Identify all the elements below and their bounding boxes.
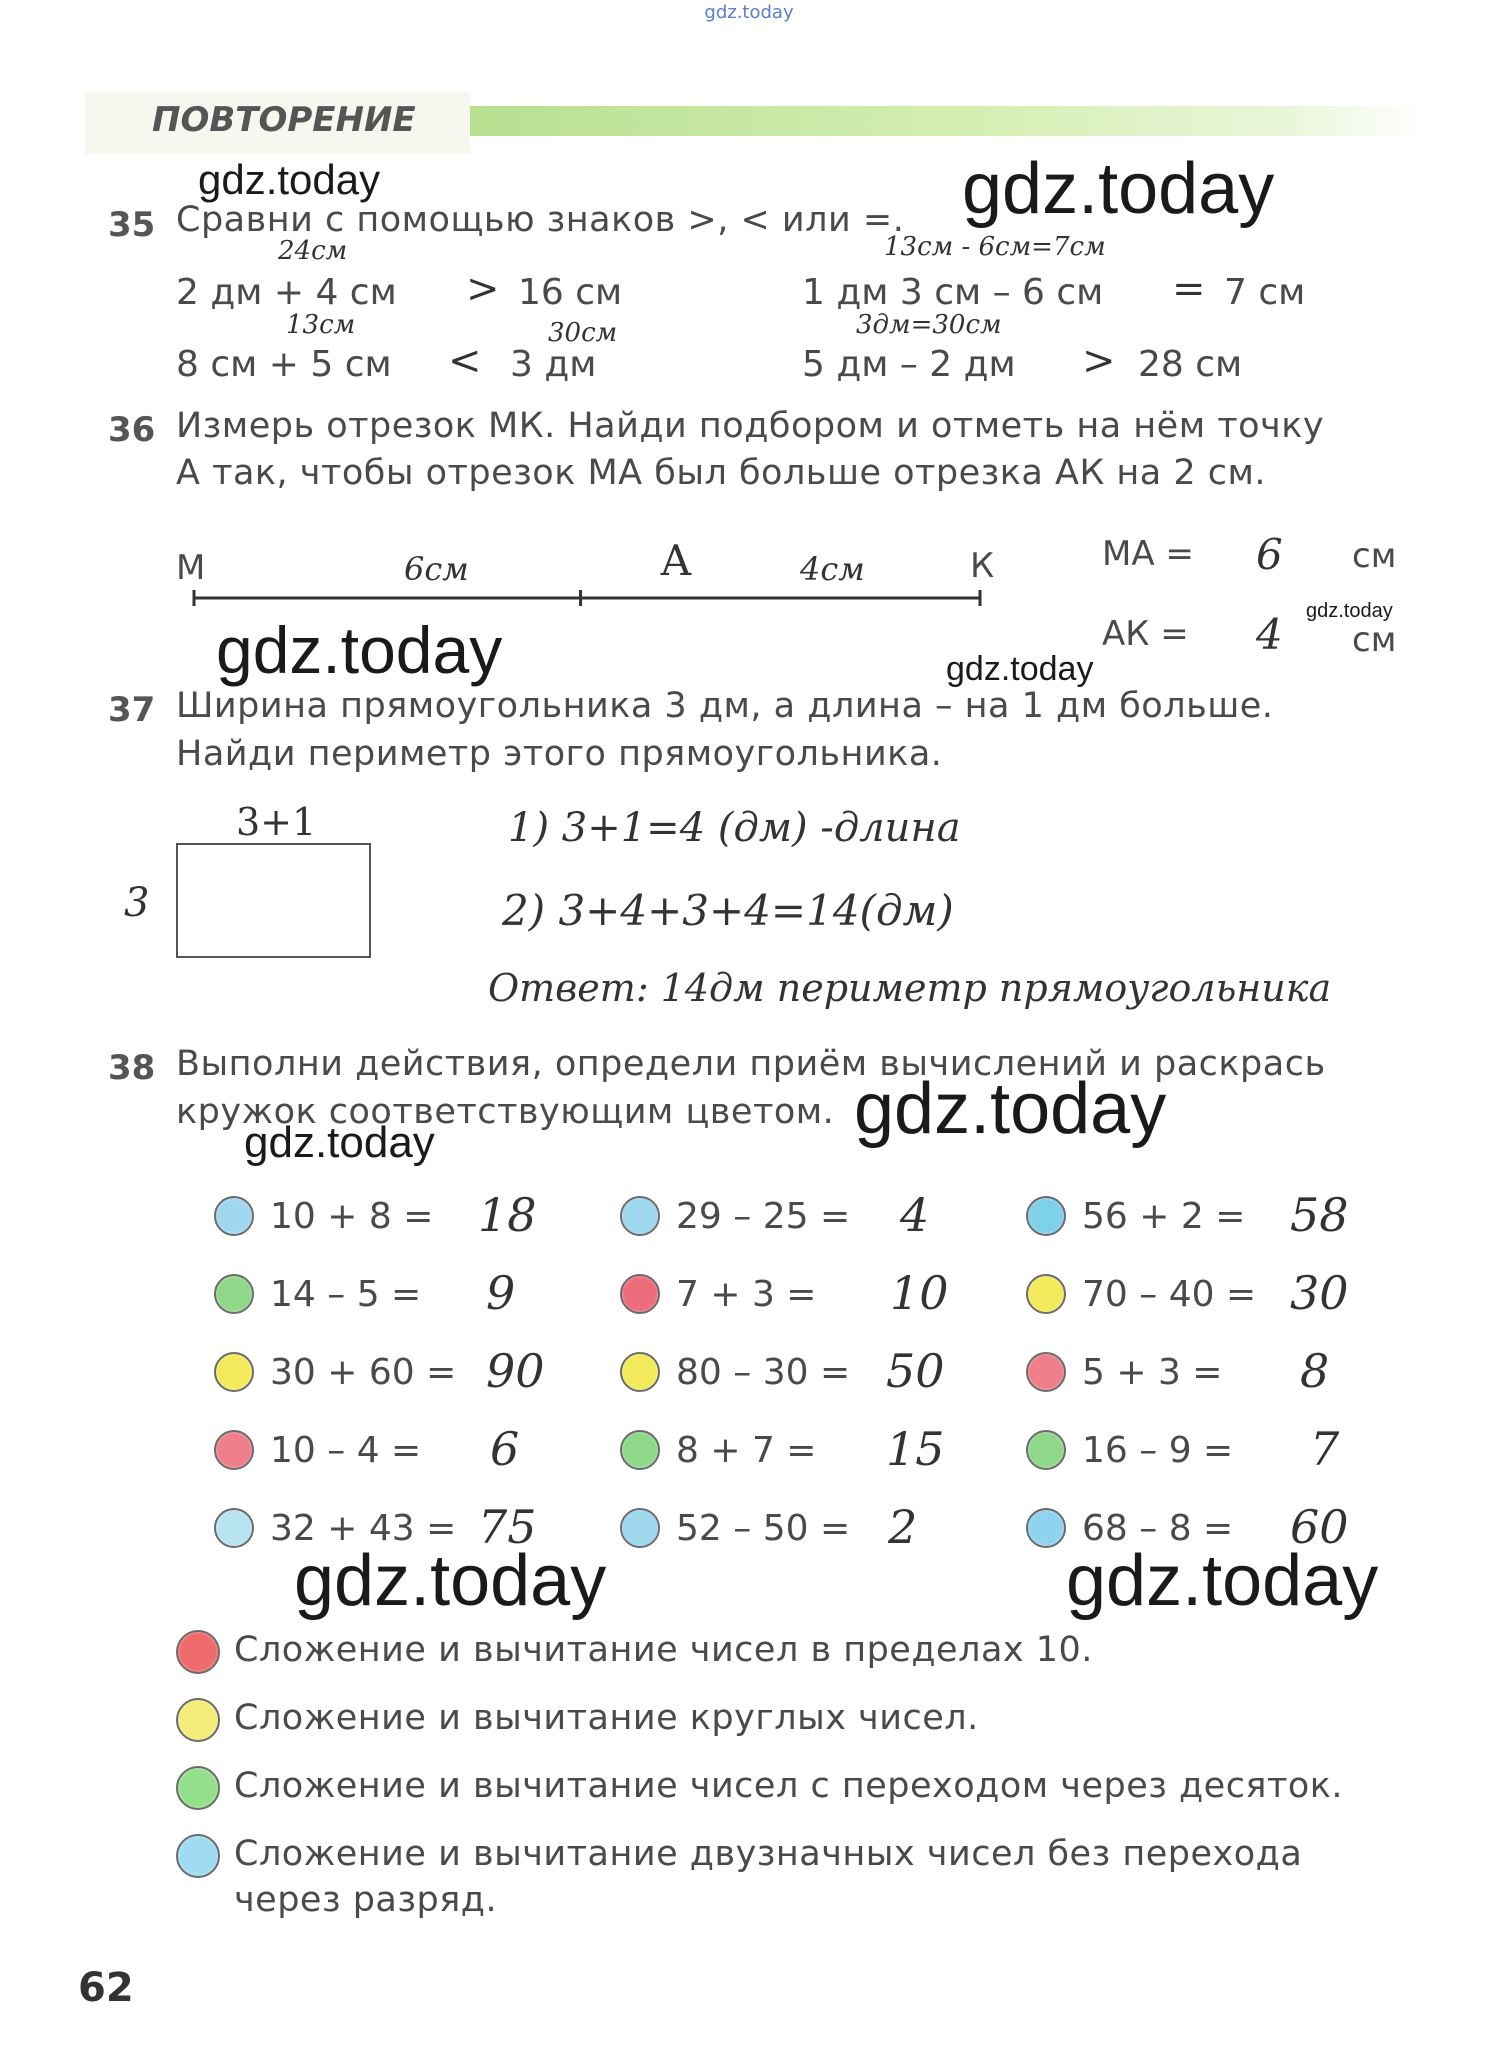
calc-expression: 10 – 4 = — [270, 1430, 422, 1471]
answer-circle[interactable] — [1026, 1274, 1066, 1314]
answer-circle[interactable] — [1026, 1352, 1066, 1392]
exercise-37-number: 37 — [108, 690, 156, 730]
ex35-note-4: 3дм=30см — [856, 310, 1002, 340]
point-k-label: К — [970, 546, 995, 586]
legend-text: Сложение и вычитание двузначных чисел без перехода — [234, 1834, 1303, 1874]
answer-circle[interactable] — [620, 1508, 660, 1548]
ma-unit: см — [1352, 536, 1397, 576]
ex35-sign-2: = — [1172, 266, 1206, 312]
page-number: 62 — [78, 1965, 134, 2011]
exercise-38-line2: кружок соответствующим цветом. — [176, 1092, 835, 1132]
ma-value: 6 — [1256, 530, 1283, 579]
watermark: gdz.today — [854, 1069, 1167, 1149]
watermark: gdz.today — [1306, 600, 1393, 622]
calc-answer: 18 — [478, 1188, 537, 1242]
calc-answer: 50 — [886, 1344, 945, 1398]
exercise-37-line1: Ширина прямоугольника 3 дм, а длина – на 1 дм больше. — [176, 686, 1274, 726]
calc-answer: 2 — [888, 1500, 918, 1554]
watermark: gdz.today — [1066, 1541, 1379, 1621]
ex35-rhs-2: 7 см — [1224, 272, 1306, 313]
ex35-rhs-3: 3 дм — [510, 344, 597, 385]
answer-circle[interactable] — [214, 1430, 254, 1470]
calc-answer: 4 — [900, 1188, 930, 1242]
legend-swatch-red — [176, 1630, 220, 1674]
legend-swatch-green — [176, 1766, 220, 1810]
ex35-sign-3: < — [448, 338, 482, 384]
calc-expression: 52 – 50 = — [676, 1508, 851, 1549]
calc-answer: 6 — [490, 1422, 520, 1476]
watermark: gdz.today — [244, 1118, 435, 1167]
exercise-36-number: 36 — [108, 410, 156, 450]
answer-circle[interactable] — [1026, 1508, 1066, 1548]
rectangle-length-label: 3+1 — [236, 800, 317, 844]
answer-circle[interactable] — [214, 1196, 254, 1236]
exercise-37-line2: Найди периметр этого прямоугольника. — [176, 734, 943, 774]
calc-answer: 60 — [1290, 1500, 1349, 1554]
ak-value: 4 — [1256, 610, 1283, 659]
ex35-rhs-4: 28 см — [1138, 344, 1243, 385]
watermark: gdz.today — [216, 613, 503, 687]
answer-circle[interactable] — [214, 1274, 254, 1314]
calc-expression: 56 + 2 = — [1082, 1196, 1246, 1237]
calc-expression: 30 + 60 = — [270, 1352, 457, 1393]
segment-mk — [180, 586, 990, 610]
point-m-label: М — [176, 548, 206, 588]
legend-text: Сложение и вычитание чисел в пределах 10. — [234, 1630, 1093, 1670]
ak-label: АК = — [1102, 614, 1189, 654]
legend-text: Сложение и вычитание круглых чисел. — [234, 1698, 979, 1738]
answer-circle[interactable] — [620, 1352, 660, 1392]
ex35-note-1: 24см — [278, 236, 348, 266]
ex35-note-2: 13см - 6см=7см — [884, 232, 1106, 262]
answer-circle[interactable] — [214, 1508, 254, 1548]
exercise-38-number: 38 — [108, 1048, 156, 1088]
calc-expression: 7 + 3 = — [676, 1274, 817, 1315]
legend-swatch-yellow — [176, 1698, 220, 1742]
ex37-step-1: 1) 3+1=4 (дм) -длина — [508, 805, 961, 851]
exercise-35-number: 35 — [108, 205, 156, 245]
calc-expression: 10 + 8 = — [270, 1196, 434, 1237]
ex35-expr-2: 1 дм 3 см – 6 см — [802, 272, 1104, 313]
rectangle-width-label: 3 — [124, 880, 150, 926]
top-watermark: gdz.today — [704, 2, 794, 23]
ma-label: МА = — [1102, 534, 1194, 574]
section-title: ПОВТОРЕНИЕ — [152, 100, 416, 140]
ak-unit: см — [1352, 620, 1397, 660]
legend-swatch-blue — [176, 1834, 220, 1878]
watermark: gdz.today — [294, 1541, 607, 1621]
calc-expression: 8 + 7 = — [676, 1430, 817, 1471]
ex35-expr-4: 5 дм – 2 дм — [802, 344, 1016, 385]
ex35-note-3b: 30см — [548, 318, 618, 348]
calc-answer: 75 — [478, 1500, 537, 1554]
calc-answer: 90 — [486, 1344, 545, 1398]
calc-answer: 15 — [886, 1422, 945, 1476]
point-a-label: А — [660, 536, 692, 585]
ex35-sign-4: > — [1082, 338, 1116, 384]
calc-answer: 30 — [1290, 1266, 1349, 1320]
exercise-35-task: Сравни с помощью знаков >, < или =. — [176, 200, 905, 240]
calc-expression: 5 + 3 = — [1082, 1352, 1223, 1393]
ex35-note-3: 13см — [286, 310, 356, 340]
calc-expression: 32 + 43 = — [270, 1508, 457, 1549]
answer-circle[interactable] — [620, 1430, 660, 1470]
answer-circle[interactable] — [1026, 1430, 1066, 1470]
segment-ma-length: 6см — [404, 550, 469, 588]
calc-expression: 68 – 8 = — [1082, 1508, 1234, 1549]
answer-circle[interactable] — [1026, 1196, 1066, 1236]
ex35-rhs-1: 16 см — [518, 272, 623, 313]
ex37-answer: Ответ: 14дм периметр прямоугольника — [488, 966, 1332, 1010]
calc-answer: 10 — [890, 1266, 949, 1320]
exercise-38-line1: Выполни действия, определи приём вычислений и раскрась — [176, 1044, 1326, 1084]
calc-expression: 80 – 30 = — [676, 1352, 851, 1393]
watermark: gdz.today — [198, 156, 381, 203]
rectangle-drawing — [176, 843, 371, 958]
calc-answer: 58 — [1290, 1188, 1349, 1242]
ex35-expr-3: 8 см + 5 см — [176, 344, 392, 385]
calc-answer: 8 — [1300, 1344, 1330, 1398]
ex37-step-2: 2) 3+4+3+4=14(дм) — [502, 886, 954, 935]
watermark: gdz.today — [962, 149, 1275, 229]
ex35-sign-1: > — [466, 266, 500, 312]
answer-circle[interactable] — [620, 1274, 660, 1314]
exercise-36-line1: Измерь отрезок МК. Найди подбором и отметь на нём точку — [176, 406, 1325, 446]
calc-expression: 70 – 40 = — [1082, 1274, 1257, 1315]
calc-expression: 16 – 9 = — [1082, 1430, 1234, 1471]
answer-circle[interactable] — [214, 1352, 254, 1392]
exercise-36-line2: А так, чтобы отрезок МА был больше отрезка АК на 2 см. — [176, 453, 1267, 493]
calc-expression: 29 – 25 = — [676, 1196, 851, 1237]
section-band — [470, 106, 1425, 136]
legend-text-cont: через разряд. — [234, 1880, 498, 1920]
ex35-expr-1: 2 дм + 4 см — [176, 272, 397, 313]
answer-circle[interactable] — [620, 1196, 660, 1236]
calc-answer: 9 — [486, 1266, 516, 1320]
calc-expression: 14 – 5 = — [270, 1274, 422, 1315]
watermark: gdz.today — [946, 650, 1094, 688]
calc-answer: 7 — [1310, 1422, 1340, 1476]
legend-text: Сложение и вычитание чисел с переходом через десяток. — [234, 1766, 1344, 1806]
segment-ak-length: 4см — [800, 550, 865, 588]
